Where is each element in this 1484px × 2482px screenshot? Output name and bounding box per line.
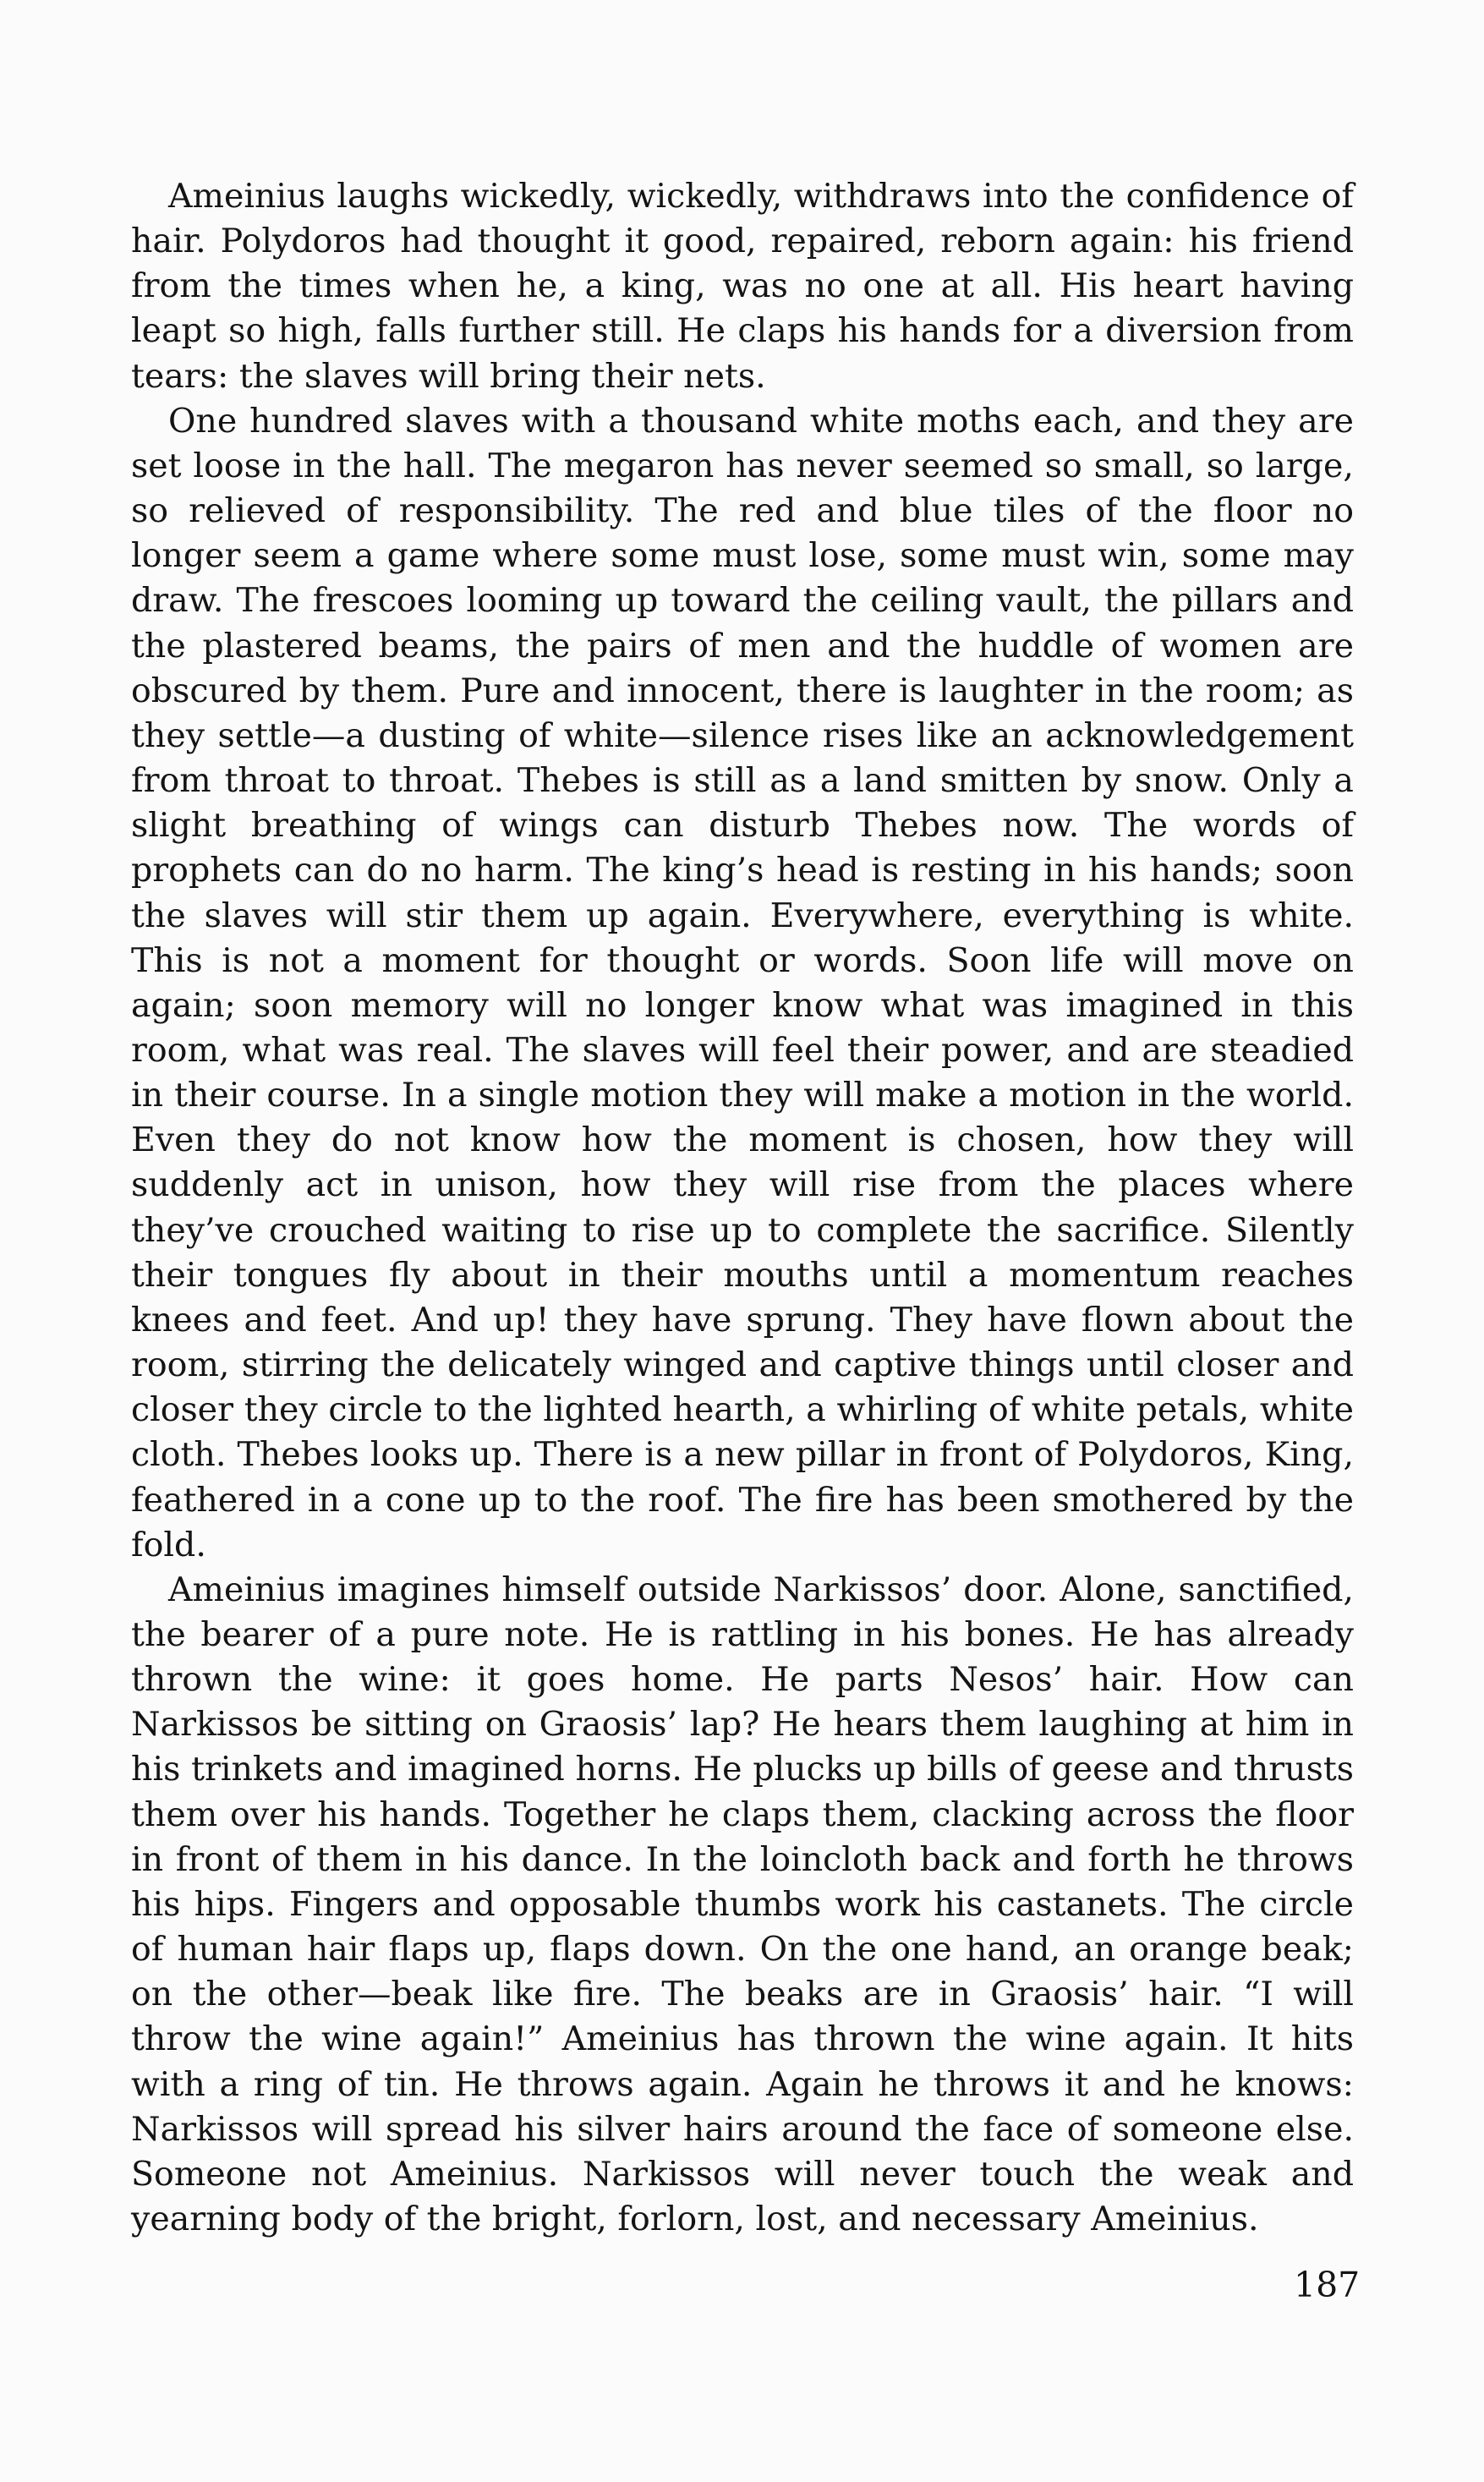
- paragraph-1: Ameinius laughs wickedly, wickedly, withdraws into the confidence of hair. Polydoros had thought it good, repaired, reborn again: his friend from the times when he, a king, was no one at all. His heart having leapt so high, falls further still. He claps his hands for a diversion from tears: the slaves will bring their nets.: [131, 177, 1354, 396]
- paragraph-2: One hundred slaves with a thousand white moths each, and they are set loose in the hall. The megaron has never seemed so small, so large, so relieved of responsibility. The red and blue tiles of the floor no longer seem a game where some must lose, some must win, some may draw. The frescoes looming up toward the ceiling vault, the pillars and the plastered beams, the pairs of men and the huddle of women are obscured by them. Pure and innocent, there is laughter in the room; as they settle—a dusting of white—silence rises like an acknowledgement from throat to throat. Thebes is still as a land smitten by snow. Only a slight breathing of wings can disturb Thebes now. The words of prophets can do no harm. The king’s head is resting in his hands; soon the slaves will stir them up again. Everywhere, everything is white. This is not a moment for thought or words. Soon life will move on again; soon memory will no longer know what was imagined in this room, what was real. The slaves will feel their power, and are steadied in their course. In a single motion they will make a motion in the world. Even they do not know how the moment is chosen, how they will suddenly act in unison, how they will rise from the places where they’ve crouched waiting to rise up to complete the sacrifice. Silently their tongues fly about in their mouths until a momentum reaches knees and feet. And up! they have sprung. They have flown about the room, stirring the delicately winged and captive things until closer and closer they circle to the lighted hearth, a whirling of white petals, white cloth. Thebes looks up. There is a new pillar in front of Polydoros, King, feathered in a cone up to the roof. The fire has been smothered by the fold.: [131, 401, 1354, 1564]
- paragraph-3: Ameinius imagines himself outside Narkissos’ door. Alone, sanctified, the bearer of a pure note. He is rattling in his bones. He has already thrown the wine: it goes home. He parts Nesos’ hair. How can Narkissos be sitting on Graosis’ lap? He hears them laughing at him in his trinkets and imagined horns. He plucks up bills of geese and thrusts them over his hands. Together he claps them, clacking across the floor in front of them in his dance. In the loincloth back and forth he throws his hips. Fingers and opposable thumbs work his castanets. The circle of human hair flaps up, flaps down. On the one hand, an orange beak; on the other—beak like fire. The beaks are in Graosis’ hair. “I will throw the wine again!” Ameinius has thrown the wine again. It hits with a ring of tin. He throws again. Again he throws it and he knows: Narkissos will spread his silver hairs around the face of someone else. Someone not Ameinius. Narkissos will never touch the weak and yearning body of the bright, forlorn, lost, and necessary Ameinius.: [131, 1570, 1354, 2239]
- page-number: 187: [1294, 2265, 1361, 2305]
- body-text: [131, 174, 1354, 2242]
